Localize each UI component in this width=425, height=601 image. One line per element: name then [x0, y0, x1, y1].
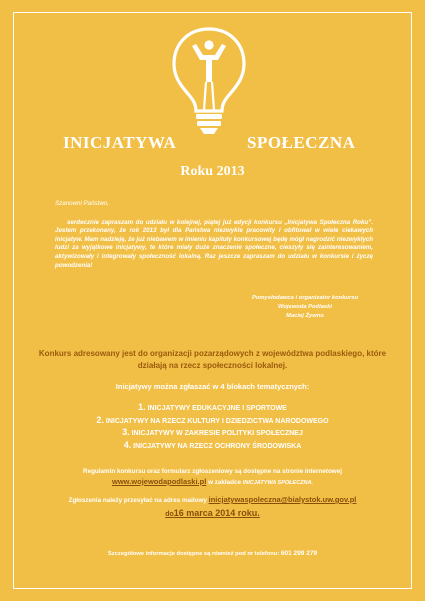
signature-name: Maciej Żywno	[286, 313, 324, 319]
list-item: 3. INICJATYWY W ZAKRESIE POLITYKI SPOŁECZNEJ	[122, 427, 303, 437]
letter	[55, 200, 373, 270]
submission-info: Zgłoszenia należy przesyłać na adres mailowy inicjatywaspoleczna@bialystok.uw.gov.pl do16 marca 2014 roku.	[68, 495, 357, 518]
blocks-title: Inicjatywy można zgłaszać w 4 blokach tematycznych:	[115, 382, 310, 391]
blocks-list	[0, 402, 425, 452]
phone-number: 601 299 279	[280, 550, 318, 557]
salutation: Szanowni Państwo,	[55, 200, 109, 207]
signature	[230, 294, 380, 321]
tab-name: INICJATYWA SPOŁECZNA.	[242, 479, 313, 486]
title-left: INICJATYWA	[63, 133, 177, 152]
intro-text: Konkurs adresowany jest do organizacji pozarządowych z województwa podlaskiego, które działają na rzecz społeczności lokalnej.	[38, 349, 387, 370]
letter-body: serdecznie zapraszam do udziału w kolejnej, piątej już edycji konkursu „Inicjatywa Społeczna Roku”. Jestem przekonany, że rok 2013 był dla Państwa niezwykle pracowity i obfitował w wiele ciekawych inicjatyw. Mam nadzieję, że już niebawem w imieniu kapituły konkursowej będę mógł nagrodzić niezwykłych ludzi za wyjątkowe inicjatywy, te które miały duże znaczenie społeczne, cieszyły się zainteresowaniem, aktywizowały i integrowały społeczność lokalną. Raz jeszcze zapraszam do udziału w konkursie i życzę powodzenia!	[55, 218, 373, 269]
list-item: 1. INICJATYWY EDUKACYJNE I SPORTOWE	[138, 402, 287, 412]
regulations-info: Regulamin konkursu oraz formularz zgłoszeniowy są dostępne na stronie internetowej www.wojewodapodlaski.pl w zakładce INICJATYWA SPOŁECZNA.	[83, 468, 342, 486]
list-item: 4. INICJATYWY NA RZECZ OCHRONY ŚRODOWISKA	[123, 439, 302, 450]
footer-contact: Szczegółowe informacje dostępne są również pod nr telefonu: 601 299 279	[107, 550, 318, 557]
title-right: SPOŁECZNA	[247, 133, 356, 152]
deadline: do16 marca 2014 roku.	[165, 508, 260, 518]
email-link[interactable]: inicjatywaspoleczna@bialystok.uw.gov.pl	[208, 495, 357, 504]
signature-title: Wojewoda Podlaski	[277, 304, 332, 310]
website-link[interactable]: www.wojewodapodlaski.pl	[111, 476, 207, 486]
list-item: 2. INICJATYWY NA RZECZ KULTURY I DZIEDZICTWA NARODOWEGO	[96, 414, 329, 425]
lightbulb-person-icon	[170, 26, 248, 138]
subtitle-year: Roku 2013	[180, 164, 245, 179]
signature-role: Pomysłodawca i organizator konkursu	[252, 295, 358, 301]
